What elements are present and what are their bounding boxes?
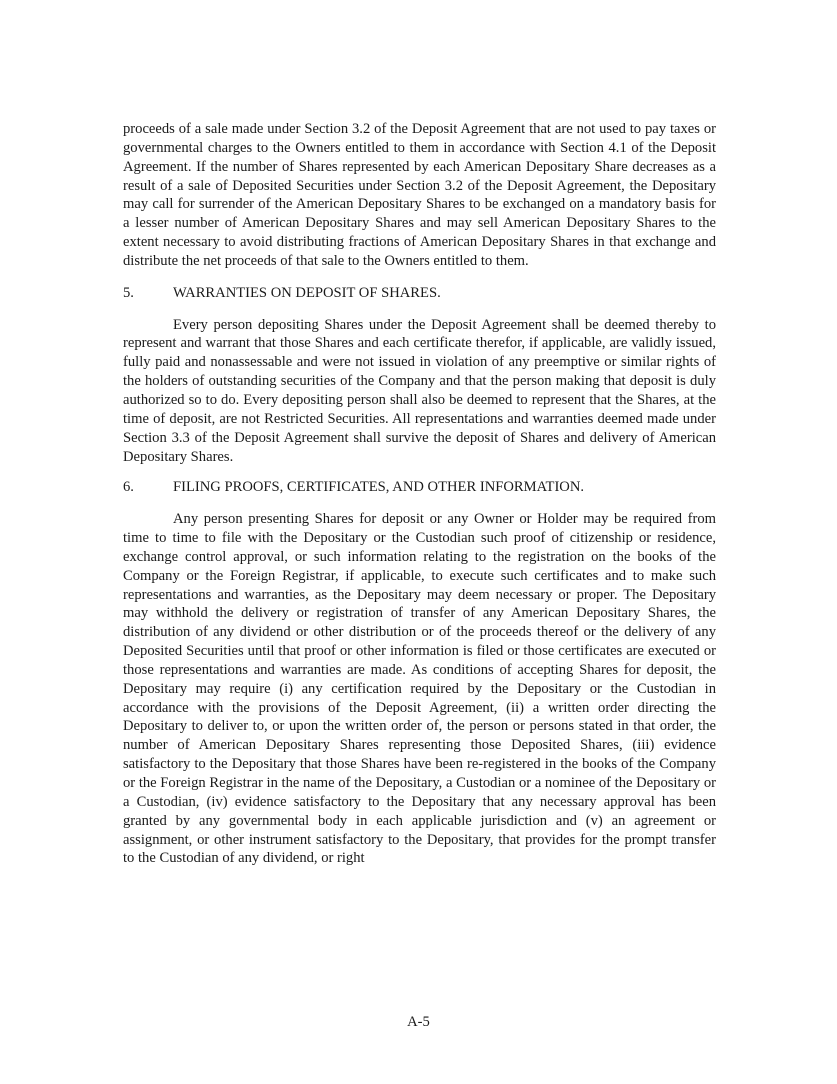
- section-title: FILING PROOFS, CERTIFICATES, AND OTHER INFORMATION.: [173, 479, 585, 496]
- document-body: [123, 120, 716, 868]
- section-number: 5.: [123, 284, 134, 301]
- section-6-paragraph: Any person presenting Shares for deposit or any Owner or Holder may be required from time to time to file with the Depositary or the Custodian such proof of citizenship or residence, exchange control approval, or such information relating to the registration on the books of the Company or the Foreign Registrar, if applicable, to execute such certificates and to make such representations and warranties, as the Depositary may deem necessary or proper. The Depositary may withhold the delivery or registration of transfer of any American Depositary Shares, the distribution of any dividend or other distribution or of the proceeds thereof or the delivery of any Deposited Securities until that proof or other information is filed or those certificates are executed or those representations and warranties are made. As conditions of accepting Shares for deposit, the Depositary may require (i) any certification required by the Depositary or the Custodian in accordance with the provisions of the Deposit Agreement, (ii) a written order directing the Depositary to deliver to, or upon the written order of, the person or persons stated in that order, the number of American Depositary Shares representing those Deposited Shares, (iii) evidence satisfactory to the Depositary that those Shares have been re-registered in the books of the Company or the Foreign Registrar in the name of the Depositary, a Custodian or a nominee of the Depositary or a Custodian, (iv) evidence satisfactory to the Depositary that any necessary approval has been granted by any governmental body in each applicable jurisdiction and (v) an agreement or assignment, or other instrument satisfactory to the Depositary, that provides for the prompt transfer to the Custodian of any dividend, or right: [123, 511, 716, 867]
- section-5-heading: [123, 284, 716, 303]
- page-number: A-5: [407, 1014, 430, 1030]
- section-6-heading: [123, 478, 716, 497]
- section-number: 6.: [123, 479, 134, 496]
- continued-paragraph: proceeds of a sale made under Section 3.2 of the Deposit Agreement that are not used to pay taxes or governmental charges to the Owners entitled to them in accordance with Section 4.1 of the Deposit Agreement. If the number of Shares represented by each American Depositary Share decreases as a result of a sale of Deposited Securities under Section 3.2 of the Deposit Agreement, the Depositary may call for surrender of the American Depositary Shares to be exchanged on a mandatory basis for a lesser number of American Depositary Shares and may sell American Depositary Shares to the extent necessary to avoid distributing fractions of American Depositary Shares in that exchange and distribute the net proceeds of that sale to the Owners entitled to them.: [123, 121, 716, 269]
- section-5-paragraph: Every person depositing Shares under the Deposit Agreement shall be deemed thereby to represent and warrant that those Shares and each certificate therefor, if applicable, are validly issued, fully paid and nonassessable and were not issued in violation of any preemptive or similar rights of the holders of outstanding securities of the Company and that the person making that deposit is duly authorized so to do. Every depositing person shall also be deemed to represent that the Shares, at the time of deposit, are not Restricted Securities. All representations and warranties deemed made under Section 3.3 of the Deposit Agreement shall survive the deposit of Shares and delivery of American Depositary Shares.: [123, 316, 716, 465]
- section-title: WARRANTIES ON DEPOSIT OF SHARES.: [173, 284, 441, 301]
